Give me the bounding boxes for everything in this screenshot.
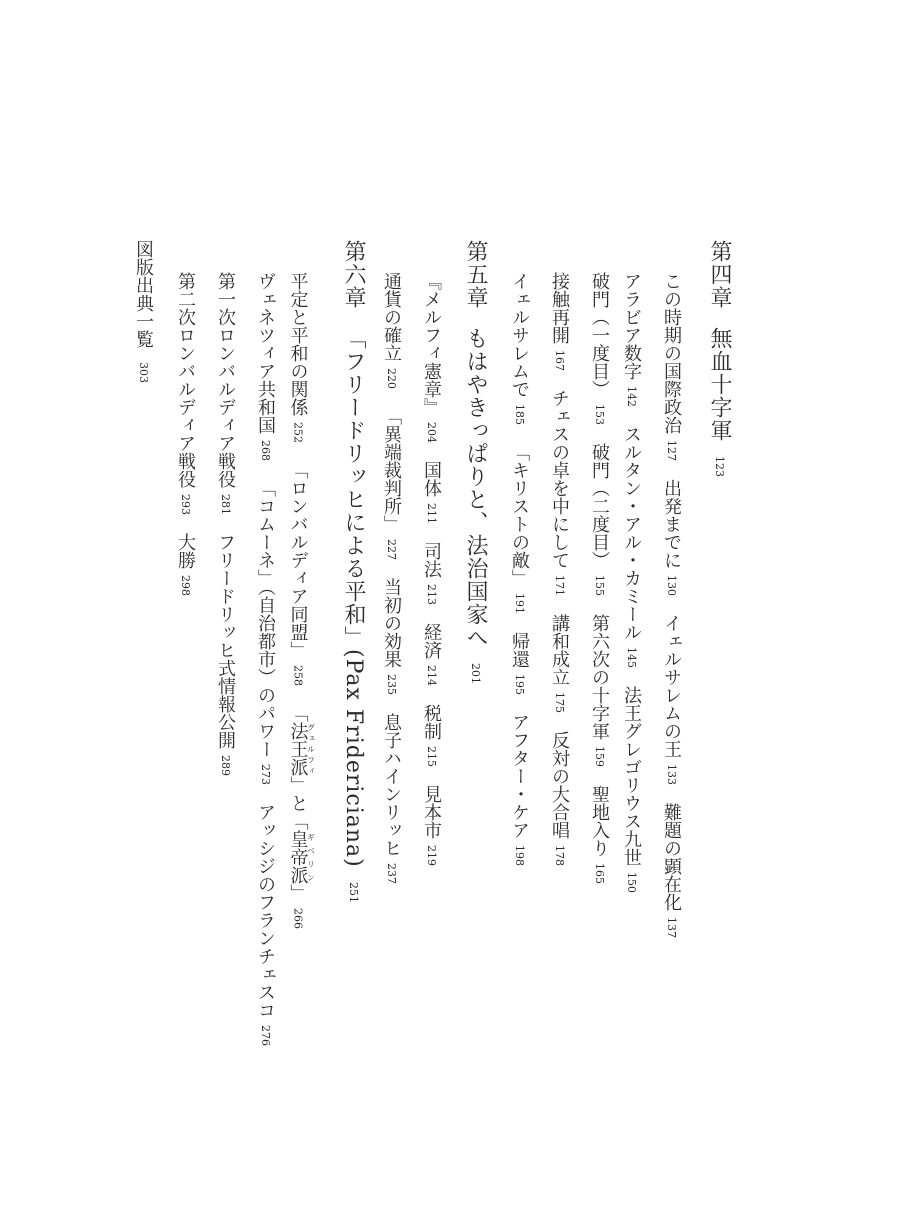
page-number: 276 [259,1025,272,1046]
toc-entry-title: 法王グレゴリウス九世 [621,686,642,866]
toc-line [622,272,640,911]
toc-entry-title: 「コムーネ」（自治都市）のパワー [255,479,276,758]
page-number: 137 [665,917,678,938]
page-number: 211 [425,503,438,524]
toc-entry-title: 国体 [421,461,442,497]
toc-entry-title: 経済 [421,623,442,659]
toc-entry-title: 「異端裁判所」 [381,407,402,533]
page-number: 201 [469,663,482,684]
toc-entry-title: 破門（二度目） [589,443,610,569]
page-number: 289 [219,755,232,776]
toc-entry-title: 通貨の確立 [381,272,402,362]
page-number: 235 [385,674,398,695]
page-number: 220 [385,368,398,389]
page-number: 145 [625,647,638,668]
chapter-4-heading [708,240,730,477]
toc-line [176,272,194,614]
toc-line [510,272,528,884]
toc-entry-title: 破門（一度目） [589,272,610,398]
chapter-title: 無血十字軍 [707,327,732,442]
guelf-term: 法王派グェルフィ [287,722,316,776]
page-number: 219 [425,845,438,866]
page-number: 165 [593,863,606,884]
ghibelline-close: 」 [287,884,309,902]
toc-entry-title: 聖地入り [589,785,610,857]
page-number: 167 [553,350,566,371]
page-number: 227 [385,539,398,560]
toc-entry-title: アフター・ケア [509,713,530,839]
toc-line [422,272,440,884]
page-number: 123 [713,456,726,477]
page-number: 215 [425,746,438,767]
page-number: 237 [385,863,398,884]
toc-entry-title: 大勝 [175,533,196,569]
page-number: 252 [291,422,305,443]
page-number: 258 [291,665,305,686]
toc-entry-title: この時期の国際政治 [661,272,682,434]
page-number: 191 [513,593,526,614]
page-number: 150 [625,872,638,893]
chapter-6-heading [342,240,364,903]
toc-line [256,272,274,1064]
toc-entry-title: 見本市 [421,785,442,839]
toc-entry-title: チェスの卓を中にして [549,389,570,569]
toc-entry-title: イェルサレムの王 [661,614,682,758]
toc-entry-title: ヴェネツィア共和国 [255,272,276,434]
toc-entry-title: 難題の顕在化 [661,803,682,911]
page-number: 293 [179,494,192,515]
page-number: 281 [219,494,232,515]
page-number: 153 [593,404,606,425]
toc-entry-title: 息子ハインリッヒ [381,713,402,857]
toc-entry-title: 接触再開 [549,272,570,344]
page-number: 298 [179,575,192,596]
toc-line [662,272,680,956]
toc-line [590,272,608,902]
appendix-entry [134,240,152,401]
page-number: 273 [259,764,272,785]
chapter-title: もはやきっぱりと、法治国家へ [463,327,488,649]
page-number: 130 [665,575,678,596]
toc-entry-title: 講和成立 [549,614,570,686]
toc-entry-title: 平定と平和の関係 [287,272,309,416]
chapter-5-heading [464,240,486,684]
page-number: 303 [137,362,150,383]
appendix-title: 図版出典一覧 [133,240,154,348]
page-number: 251 [347,881,360,903]
page-number: 266 [291,908,305,929]
toc-entry-title: 第一次ロンバルディア戦役 [215,272,236,488]
toc-entry-title: 司法 [421,542,442,578]
toc-entry-title: 税制 [421,704,442,740]
toc-entry-title: イェルサレムで [509,272,530,398]
page-number: 155 [593,575,606,596]
page-number: 213 [425,584,438,605]
page-number: 214 [425,665,438,686]
toc-line [550,272,568,884]
toc-line [382,272,400,902]
toc-entry-title: フリードリッヒ式情報公開 [215,533,236,749]
toc-entry-title: スルタン・アル・カミール [621,425,642,641]
toc-entry-title: 第六次の十字軍 [589,614,610,740]
chapter-label: 第四章 [707,240,732,309]
page-number: 142 [625,386,638,407]
toc-entry-title: 第二次ロンバルディア戦役 [175,272,196,488]
page-number: 185 [513,404,526,425]
page-number: 175 [553,692,566,713]
toc-entry-title: 当初の効果 [381,578,402,668]
page-number: 268 [259,440,272,461]
chapter-label: 第六章 [341,240,366,309]
chapter-label: 第五章 [463,240,488,309]
page-number: 133 [665,764,678,785]
ghibelline-term: 皇帝派ギベリン [287,830,316,884]
toc-entry-title: 帰還 [509,632,530,668]
page-number: 178 [553,845,566,866]
guelf-open: 「 [287,704,309,722]
toc-entry-title: アッシジのフランチェスコ [255,803,276,1019]
toc-entry-title: 出発までに [661,479,682,569]
toc-entry-title: 反対の大合唱 [549,731,570,839]
page-number: 198 [513,845,526,866]
toc-line [216,272,234,794]
toc-entry-title: 『メルフィ憲章』 [421,272,442,416]
page-number: 159 [593,746,606,767]
page-number: 204 [425,422,438,443]
toc-entry-title: 「キリストの敵」 [509,443,530,587]
page-number: 195 [513,674,526,695]
chapter-title: 「フリードリッヒによる平和」(Pax Fridericiana) [341,327,366,868]
page-number: 127 [665,440,678,461]
page-number: 171 [553,575,566,596]
guelf-close: 」と「 [287,776,309,830]
toc-entry-title: アラビア数字 [621,272,642,380]
toc-entry-title: 「ロンバルディア同盟」 [287,461,309,659]
toc-line [289,272,316,947]
